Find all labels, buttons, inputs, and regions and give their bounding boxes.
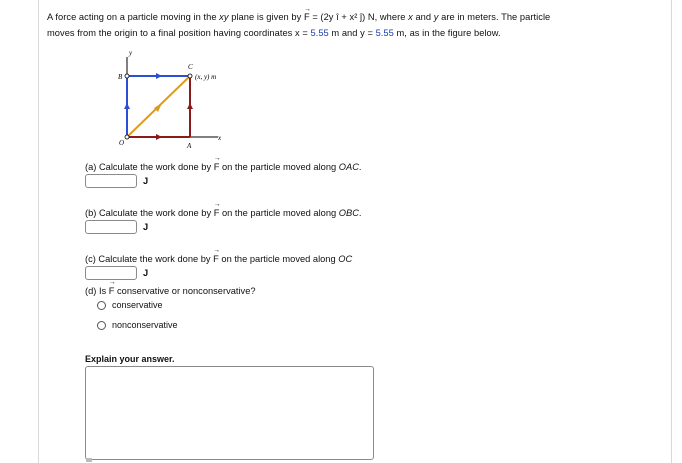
- explain-label: Explain your answer.: [85, 354, 175, 364]
- y-value: 5.55: [375, 28, 394, 38]
- answer-row-b: [85, 220, 148, 234]
- answer-input-b[interactable]: [85, 220, 137, 234]
- label-y: y: [129, 49, 133, 57]
- answer-input-c[interactable]: [85, 266, 137, 280]
- force-symbol: → F: [214, 162, 220, 172]
- label-O: O: [119, 139, 125, 147]
- force-symbol: → F: [109, 286, 115, 296]
- question-b: (b) Calculate the work done by → F on the particle moved along OBC.: [85, 208, 362, 218]
- option-nonconservative[interactable]: [97, 320, 178, 330]
- unit-label-c: J: [143, 268, 149, 278]
- arrow-BC: [156, 73, 162, 79]
- label-A: A: [187, 142, 192, 150]
- answer-row-c: [85, 266, 148, 280]
- option-label: conservative: [112, 300, 163, 310]
- label-B: B: [118, 73, 123, 81]
- x-value: 5.55: [310, 28, 329, 38]
- answer-input-a[interactable]: [85, 174, 137, 188]
- resize-handle[interactable]: [86, 458, 92, 462]
- point-B: [125, 74, 129, 78]
- problem-line-1: A force acting on a particle moving in the xy plane is given by → F = (2y î + x² ĵ) N, where x and y are in meters. The particle: [47, 9, 667, 25]
- point-C: [188, 74, 192, 78]
- option-label: nonconservative: [112, 320, 178, 330]
- unit-label-a: J: [143, 176, 149, 186]
- unit-label-b: J: [143, 222, 149, 232]
- label-point: (x, y) m: [195, 73, 217, 81]
- question-d: (d) Is → F conservative or nonconservative?: [85, 286, 256, 296]
- force-symbol: → F: [214, 208, 220, 218]
- option-conservative[interactable]: [97, 300, 163, 310]
- answer-row-a: [85, 174, 148, 188]
- point-O: [125, 135, 129, 139]
- label-x: x: [218, 134, 222, 142]
- force-symbol: → F: [213, 254, 219, 264]
- radio-nonconservative[interactable]: [97, 321, 106, 330]
- question-a: (a) Calculate the work done by → F on the particle moved along OAC.: [85, 162, 362, 172]
- problem-line-2: moves from the origin to a final position having coordinates x = 5.55 m and y = 5.55 m, as in the figure below.: [47, 28, 501, 38]
- label-C: C: [188, 63, 193, 71]
- arrow-OB: [124, 103, 130, 109]
- radio-conservative[interactable]: [97, 301, 106, 310]
- problem-statement: [47, 9, 667, 41]
- arrow-AC: [187, 103, 193, 109]
- path-diagram: [110, 45, 240, 155]
- explain-textarea[interactable]: [85, 366, 374, 460]
- arrow-OA: [156, 134, 162, 140]
- question-c: (c) Calculate the work done by → F on the particle moved along OC: [85, 254, 352, 264]
- force-symbol: → F: [304, 9, 310, 25]
